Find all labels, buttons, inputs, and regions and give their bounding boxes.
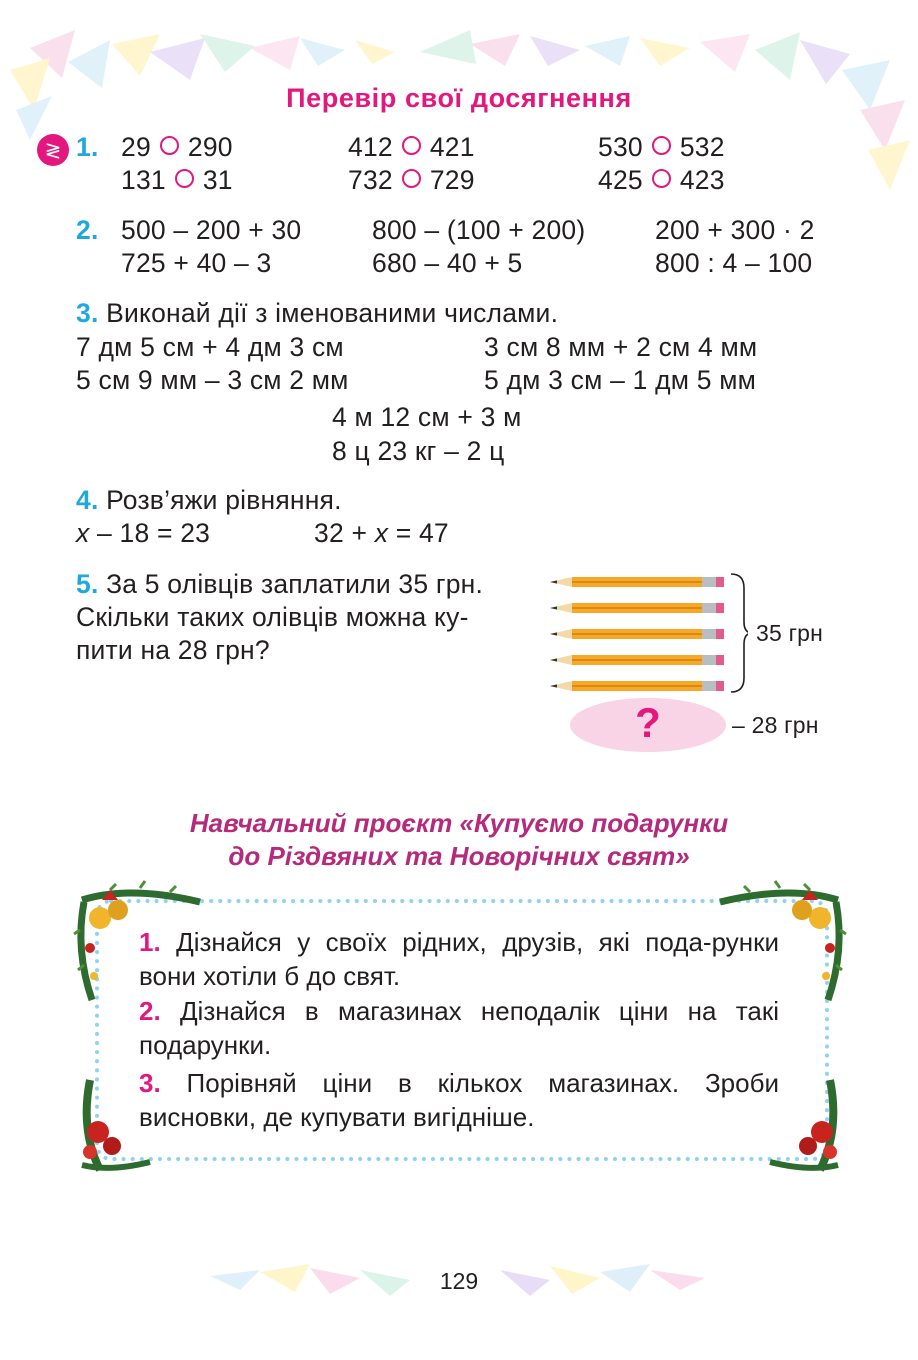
compare-circle[interactable]: [402, 169, 421, 188]
svg-text:≷: ≷: [44, 138, 62, 162]
project-title-line1: Навчальний проєкт «Купуємо подарунки: [189, 808, 729, 838]
task2-expression: 200 + 300 · 2: [655, 215, 815, 245]
task1-comparison: 29 290: [121, 132, 233, 162]
task5-line: Скільки таких олівців можна ку-: [76, 602, 469, 632]
pencils-illustration: [548, 566, 748, 701]
task3-item: 3 см 8 мм + 2 см 4 мм: [484, 332, 758, 362]
task5-line: 5. За 5 олівців заплатили 35 грн.: [76, 569, 484, 599]
task3-item: 7 дм 5 см + 4 дм 3 см: [76, 332, 344, 362]
project-item: 1. Дізнайся у своїх рідних, друзів, які пода-рунки вони хотіли б до свят.: [139, 927, 779, 991]
project-title-line2: до Різдвяних та Новорічних свят»: [228, 841, 690, 871]
task4-equation-1: x – 18 = 23: [76, 518, 211, 548]
task3-heading: 3. Виконай дії з іменованими числами.: [76, 298, 559, 328]
task1-comparison: 530 532: [598, 132, 725, 162]
task2-expression: 800 : 4 – 100: [655, 248, 813, 278]
task2-expression: 680 – 40 + 5: [372, 248, 523, 278]
task2-expression: 800 – (100 + 200): [372, 215, 586, 245]
compare-circle[interactable]: [652, 169, 671, 188]
pencil-icon: [550, 603, 724, 613]
task2-number: 2.: [76, 215, 99, 245]
question-price-label: – 28 грн: [732, 712, 819, 738]
task4-heading: 4. Розв’яжи рівняння.: [76, 485, 342, 515]
task4-equation-2: 32 + x = 47: [314, 518, 449, 548]
project-item: 3. Порівняй ціни в кількох магазинах. Зроби висновки, де купувати вигідніше.: [139, 1068, 779, 1132]
page-number: 129: [439, 1268, 479, 1294]
task3-item: 4 м 12 см + 3 м: [332, 402, 522, 432]
total-price-label: 35 грн: [756, 620, 824, 646]
compare-circle[interactable]: [652, 136, 671, 155]
pencil-icon: [550, 629, 724, 639]
task1-number: 1.: [76, 132, 99, 162]
compare-circle[interactable]: [175, 169, 194, 188]
task3-item: 5 см 9 мм – 3 см 2 мм: [76, 365, 349, 395]
task3-item: 8 ц 23 кг – 2 ц: [332, 436, 505, 466]
task1-comparison: 732 729: [348, 165, 475, 195]
brace-icon: [731, 574, 748, 692]
page-title: Перевір свої досягнення: [286, 83, 632, 113]
pencil-icon: [550, 655, 724, 665]
compare-circle[interactable]: [402, 136, 421, 155]
task5-line: пити на 28 грн?: [76, 635, 270, 665]
task1-comparison: 412 421: [348, 132, 475, 162]
task3-item: 5 дм 3 см – 1 дм 5 мм: [484, 365, 757, 395]
question-mark: ?: [635, 699, 661, 746]
compare-circle[interactable]: [160, 136, 179, 155]
project-item: 2. Дізнайся в магазинах неподалік ціни на такі подарунки.: [139, 996, 779, 1060]
pencil-icon: [550, 681, 724, 691]
compare-badge-icon: [36, 133, 70, 167]
pencil-icon: [550, 577, 724, 587]
task1-comparison: 425 423: [598, 165, 725, 195]
task1-comparison: 131 31: [121, 165, 233, 195]
task2-expression: 500 – 200 + 30: [121, 215, 302, 245]
task2-expression: 725 + 40 – 3: [121, 248, 272, 278]
